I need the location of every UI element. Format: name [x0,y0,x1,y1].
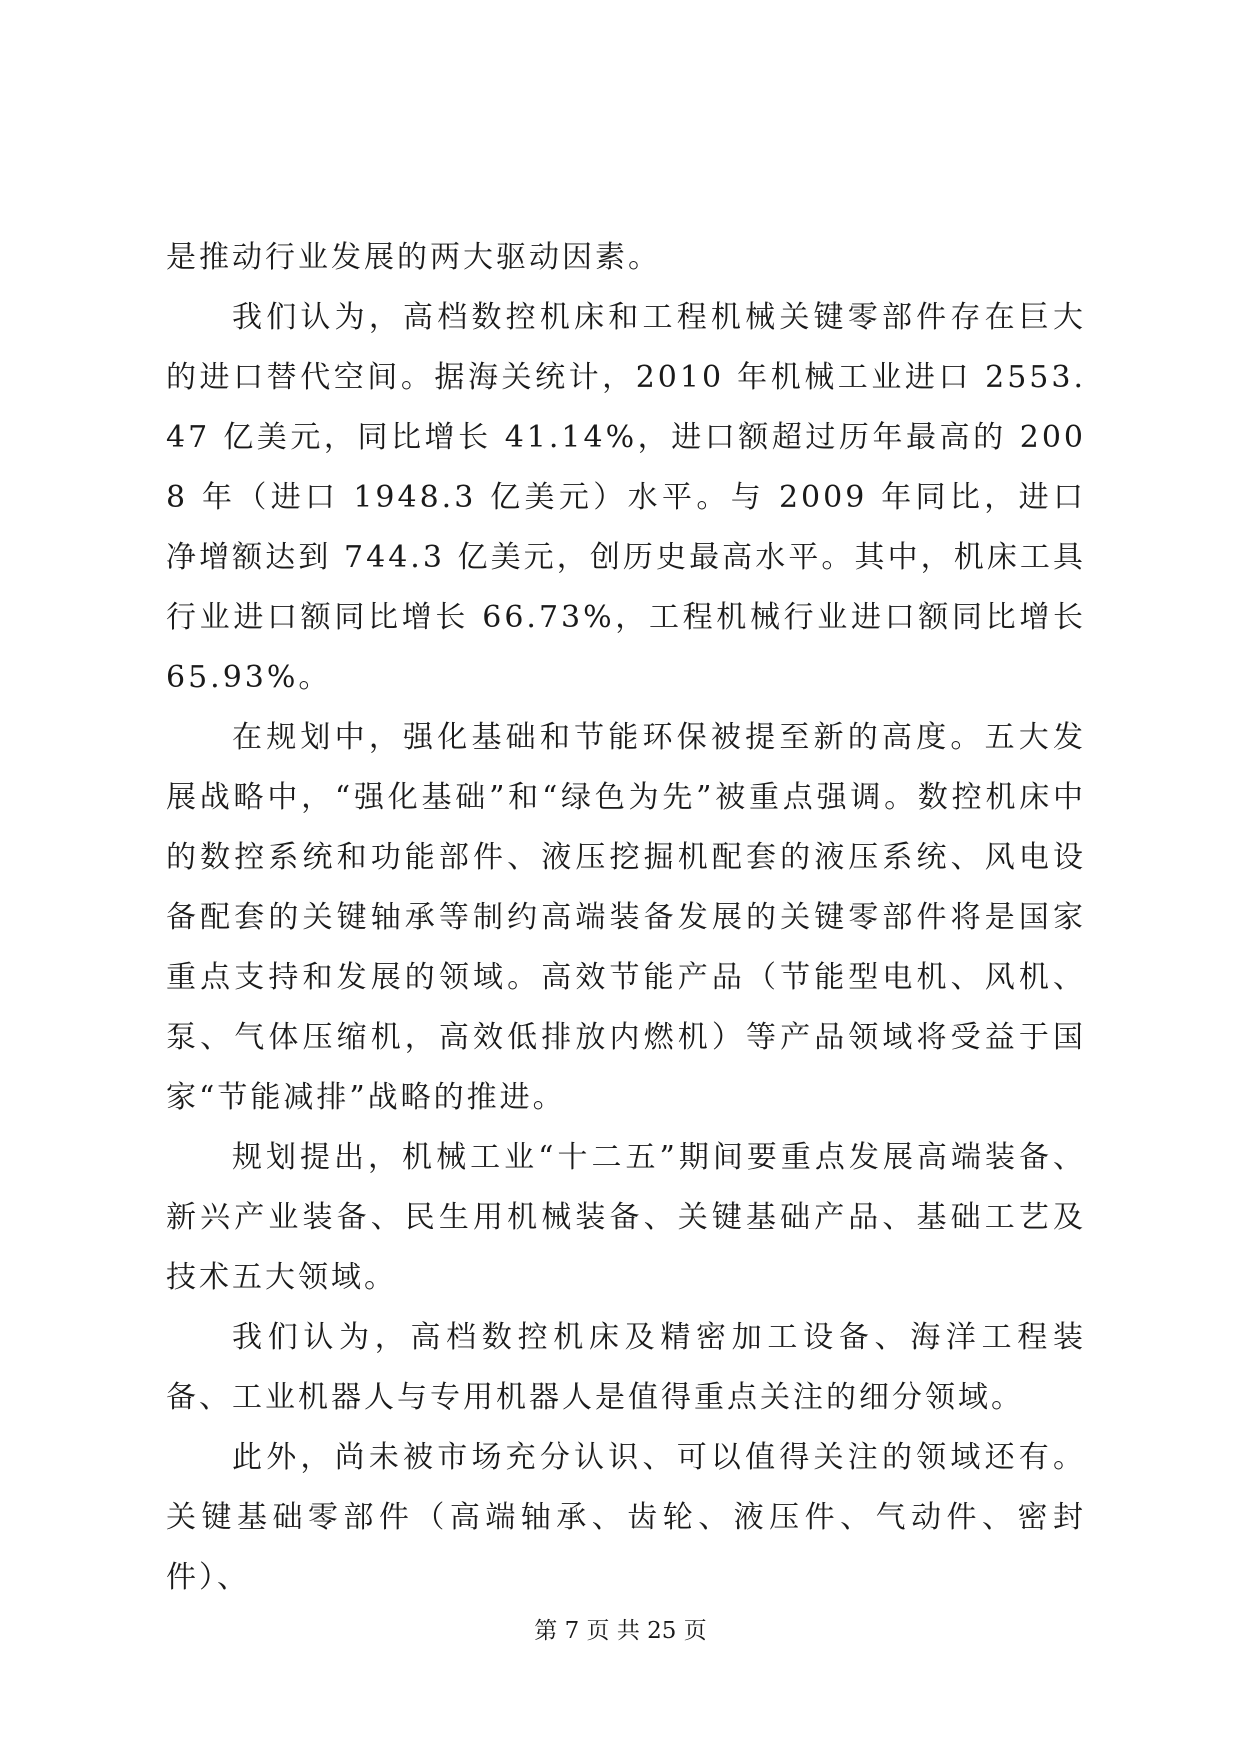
page-body [166,228,1086,1608]
page-footer [0,1612,1241,1645]
paragraph-6: 此外，尚未被市场充分认识、可以值得关注的领域还有。关键基础零部件（高端轴承、齿轮、液压件、气动件、密封件）、 [166,1440,1086,1595]
paragraph-1: 是推动行业发展的两大驱动因素。 [166,240,661,275]
page-number-label: 第 7 页 共 25 页 [534,1618,707,1644]
paragraph-3: 在规划中，强化基础和节能环保被提至新的高度。五大发展战略中，“强化基础”和“绿色为先”被重点强调。数控机床中的数控系统和功能部件、液压挖掘机配套的液压系统、风电设备配套的关键轴承等制约高端装备发展的关键零部件将是国家重点支持和发展的领域。高效节能产品（节能型电机、风机、泵、气体压缩机，高效低排放内燃机）等产品领域将受益于国家“节能减排”战略的推进。 [166,720,1086,1115]
paragraph-4: 规划提出，机械工业“十二五”期间要重点发展高端装备、新兴产业装备、民生用机械装备、关键基础产品、基础工艺及技术五大领域。 [166,1140,1086,1295]
paragraph-2: 我们认为，高档数控机床和工程机械关键零部件存在巨大的进口替代空间。据海关统计，2010 年机械工业进口 2553.47 亿美元，同比增长 41.14%，进口额超过历年最高的 2008 年（进口 1948.3 亿美元）水平。与 2009 年同比，进口净增额达到 744.3 亿美元，创历史最高水平。其中，机床工具行业进口额同比增长 66.73%，工程机械行业进口额同比增长 65.93%。 [166,300,1086,695]
paragraph-5: 我们认为，高档数控机床及精密加工设备、海洋工程装备、工业机器人与专用机器人是值得重点关注的细分领域。 [166,1320,1086,1415]
